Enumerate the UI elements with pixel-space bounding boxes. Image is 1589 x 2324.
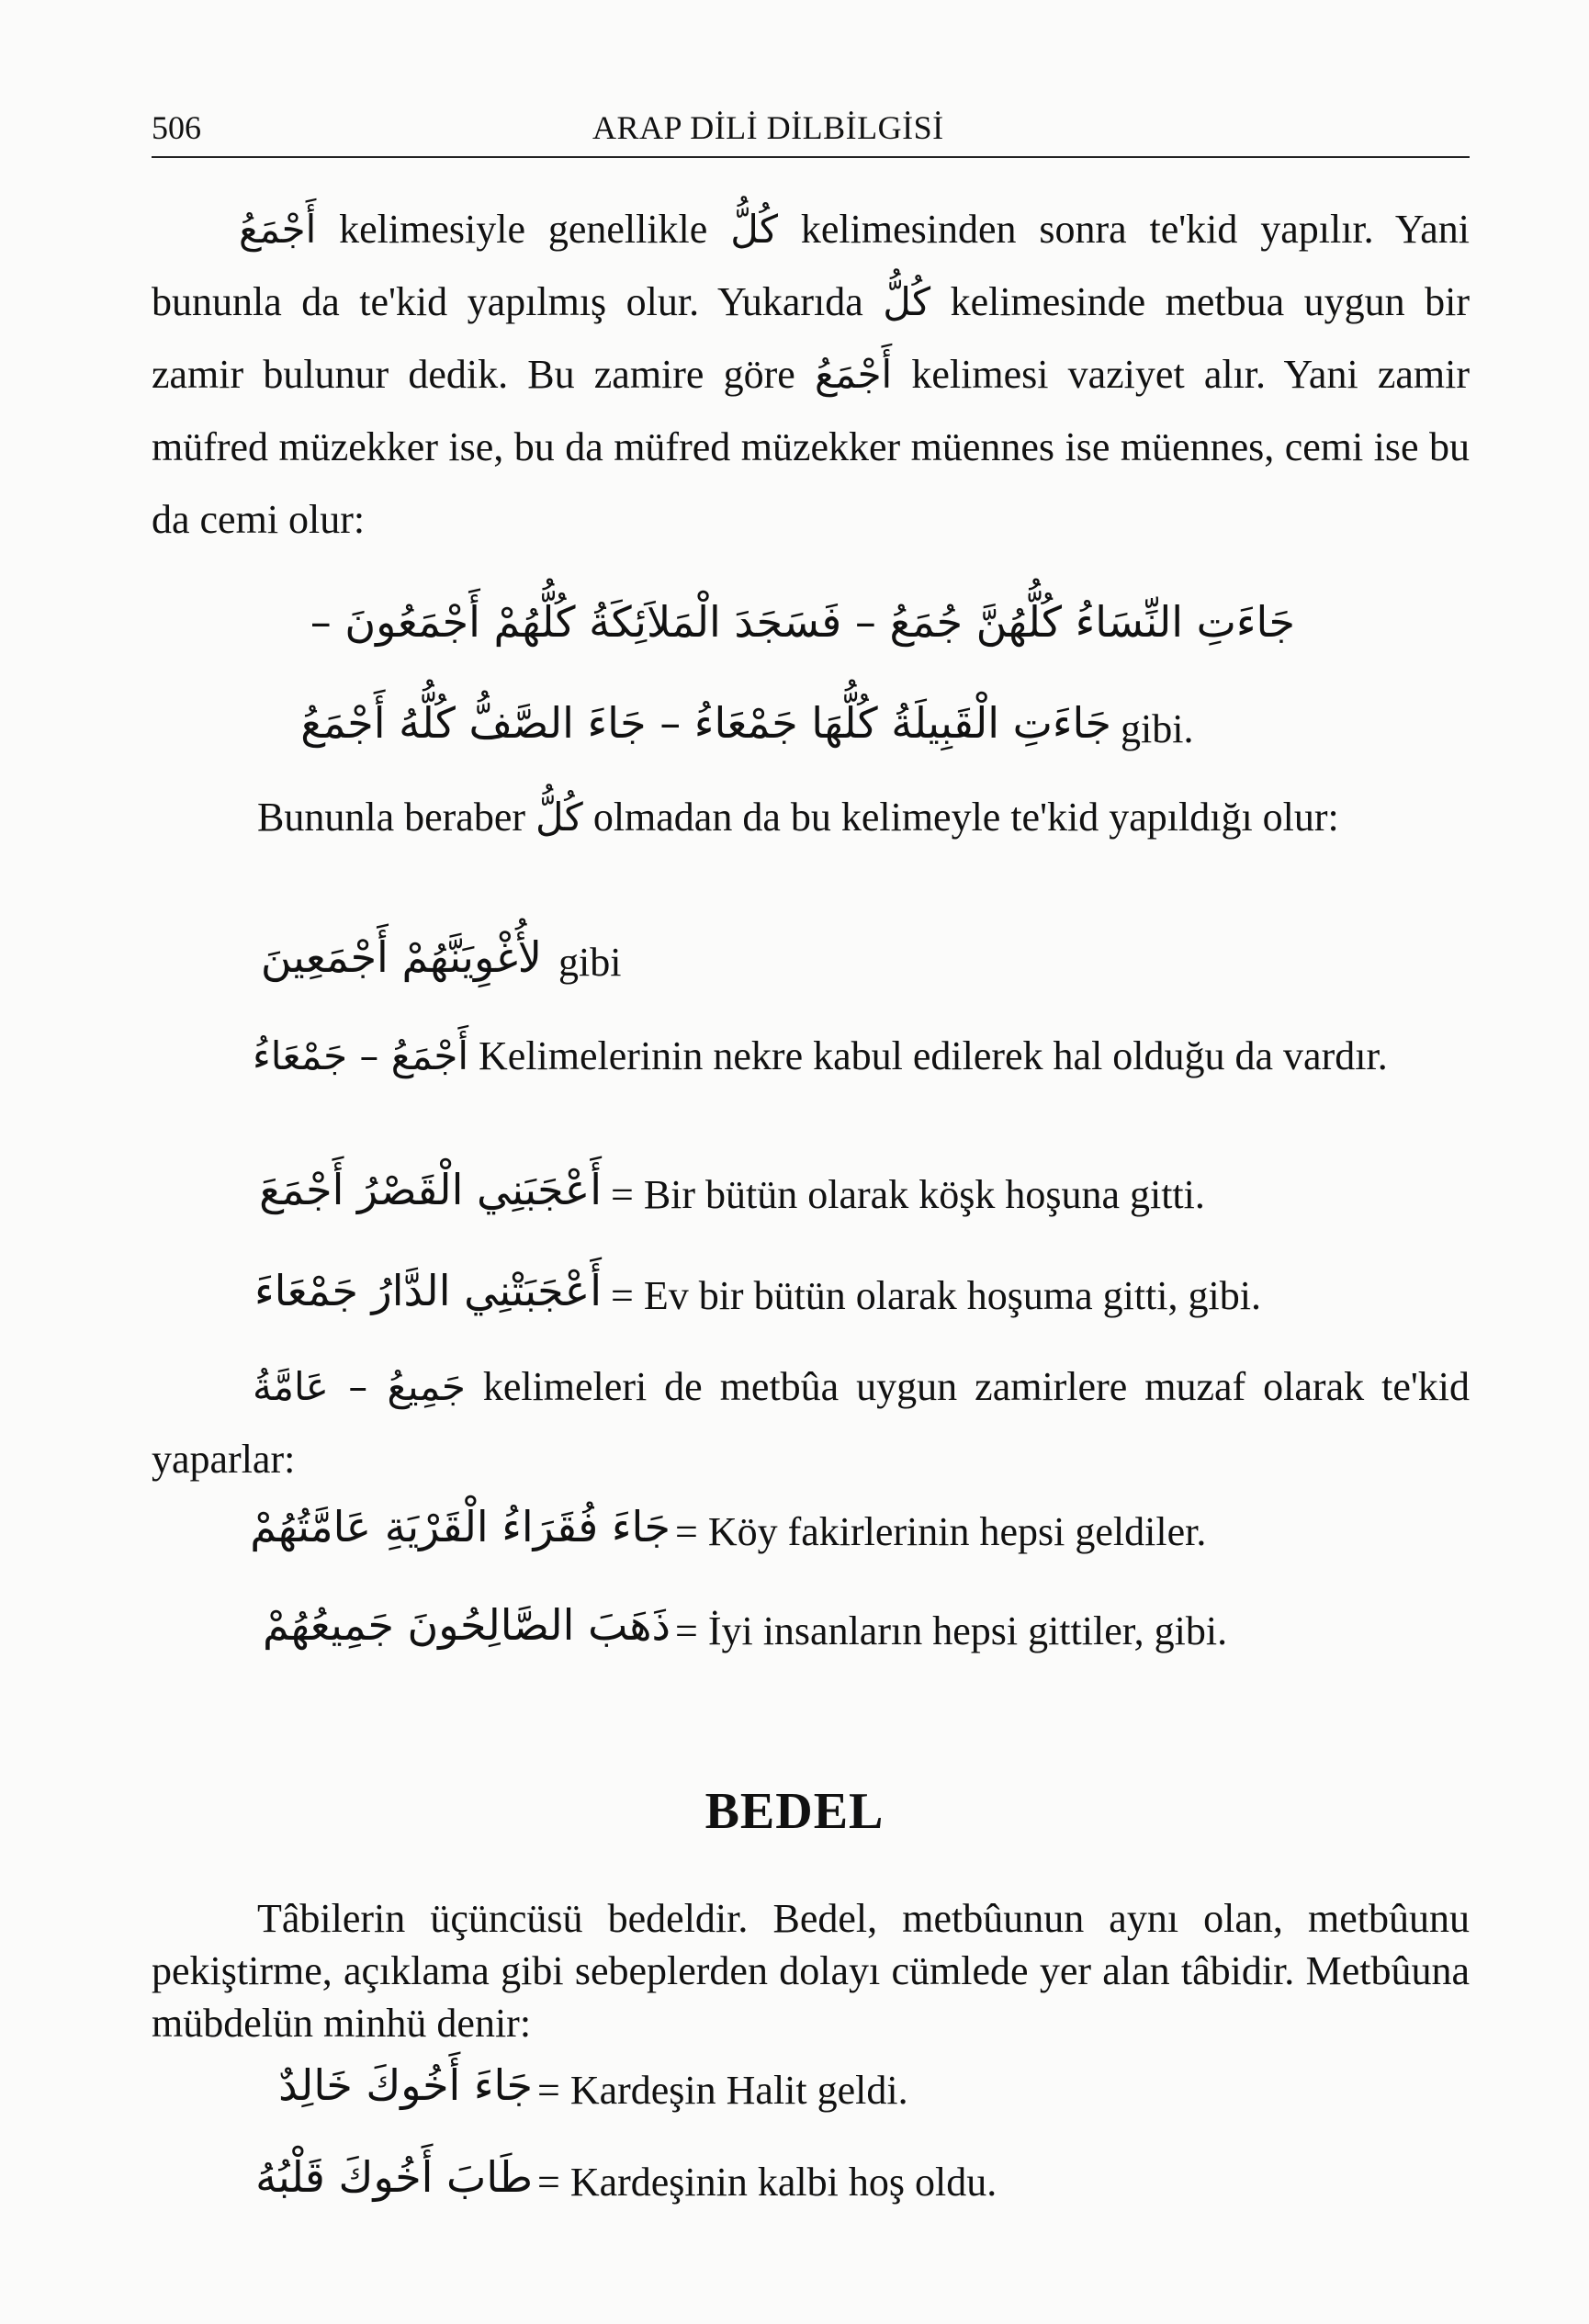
arabic-term: أَجْمَعُ – جَمْعَاءُ — [253, 1033, 469, 1078]
arabic-term: أَجْمَعُ — [239, 207, 317, 252]
text: kelimeleri de metbûa uygun zamirlere muzaf olarak te'kid yaparlar: — [152, 1364, 1471, 1482]
arabic-term: أَجْمَعُ — [814, 352, 893, 397]
paragraph-1 — [152, 193, 1470, 556]
running-title: ARAP DİLİ DİLBİLGİSİ — [592, 109, 944, 146]
gibi-text: gibi. — [1121, 706, 1194, 751]
translation: = Kardeşinin kalbi hoş oldu. — [537, 2160, 997, 2205]
paragraph-5: Tâbilerin üçüncüsü bedeldir. Bedel, metbûunun aynı olan, metbûunu pekiştirme, açıklama gibi sebeplerden dolayı cümlede yer alan tâbidir. Metbûuna mübdelün minhü denir: — [152, 1896, 1470, 2046]
arabic-example-line: أَعْجَبَنِي الْقَصْرُ أَجْمَعَ — [259, 1165, 602, 1214]
translation: = Kardeşin Halit geldi. — [537, 2068, 908, 2113]
translation: = Köy fakirlerinin hepsi geldiler. — [675, 1509, 1207, 1554]
translation: = Ev bir bütün olarak hoşuma gitti, gibi. — [611, 1273, 1261, 1318]
text: kelimesi vaziyet alır. Yani zamir müfred müzekker ise, bu da müfred müzekker müennes ise müennes, cemi ise bu da cemi olur: — [152, 352, 1470, 542]
translation: = İyi insanların hepsi gittiler, gibi. — [675, 1608, 1228, 1653]
paragraph-3 — [152, 1020, 1470, 1092]
page-number: 506 — [152, 109, 201, 146]
arabic-example-line: أَعْجَبَتْنِي الدَّارُ جَمْعَاءَ — [254, 1266, 602, 1315]
text: Bununla beraber — [257, 795, 525, 840]
paragraph-2 — [152, 781, 1470, 853]
arabic-example-line: ذَهَبَ الصَّالِحُونَ جَمِيعُهُمْ — [262, 1600, 671, 1650]
arabic-example-line: لأُغْوِيَنَّهُمْ أَجْمَعِينَ — [260, 932, 542, 982]
arabic-example-line: جَاءَتِ النِّسَاءُ كُلُّهُنَّ جُمَعُ – فَسَجَدَ الْمَلاَئِكَةُ كُلُّهُمْ أَجْمَعُونَ – — [310, 597, 1295, 647]
arabic-term: جَمِيعُ – عَامَّةُ — [253, 1364, 466, 1409]
arabic-term: كُلُّ — [730, 207, 778, 252]
arabic-term: كُلُّ — [883, 279, 931, 324]
arabic-example-line: جَاءَ فُقَرَاءُ الْقَرْيَةِ عَامَّتُهُمْ — [250, 1502, 671, 1551]
section-title: BEDEL — [704, 1783, 885, 1840]
page-header — [152, 103, 1470, 158]
arabic-example-line: جَاءَ أَخُوكَ خَالِدٌ — [278, 2060, 533, 2110]
arabic-example-line: طَابَ أَخُوكَ قَلْبُهُ — [255, 2152, 533, 2202]
arabic-example-line: جَاءَتِ الْقَبِيلَةُ كُلُّهَا جَمْعَاءُ – جَاءَ الصَّفُّ كُلُّهُ أَجْمَعُ — [300, 698, 1111, 748]
text: kelimesinden sonra te'kid yapılır. Yani bununla da te'kid yapılmış olur. Yukarıda — [152, 207, 1471, 324]
paragraph-4 — [152, 1350, 1470, 1495]
text: kelimesiyle genellikle — [339, 207, 708, 252]
text: Kelimelerinin nekre kabul edilerek hal olduğu da vardır. — [479, 1033, 1388, 1078]
text: kelimesinde metbua uygun bir zamir bulunur dedik. Bu zamire göre — [152, 279, 1471, 397]
translation: = Bir bütün olarak köşk hoşuna gitti. — [611, 1172, 1205, 1217]
text: olmadan da bu kelimeyle te'kid yapıldığı olur: — [592, 795, 1339, 840]
gibi-text: gibi — [558, 940, 622, 985]
arabic-term: كُلُّ — [535, 795, 583, 840]
